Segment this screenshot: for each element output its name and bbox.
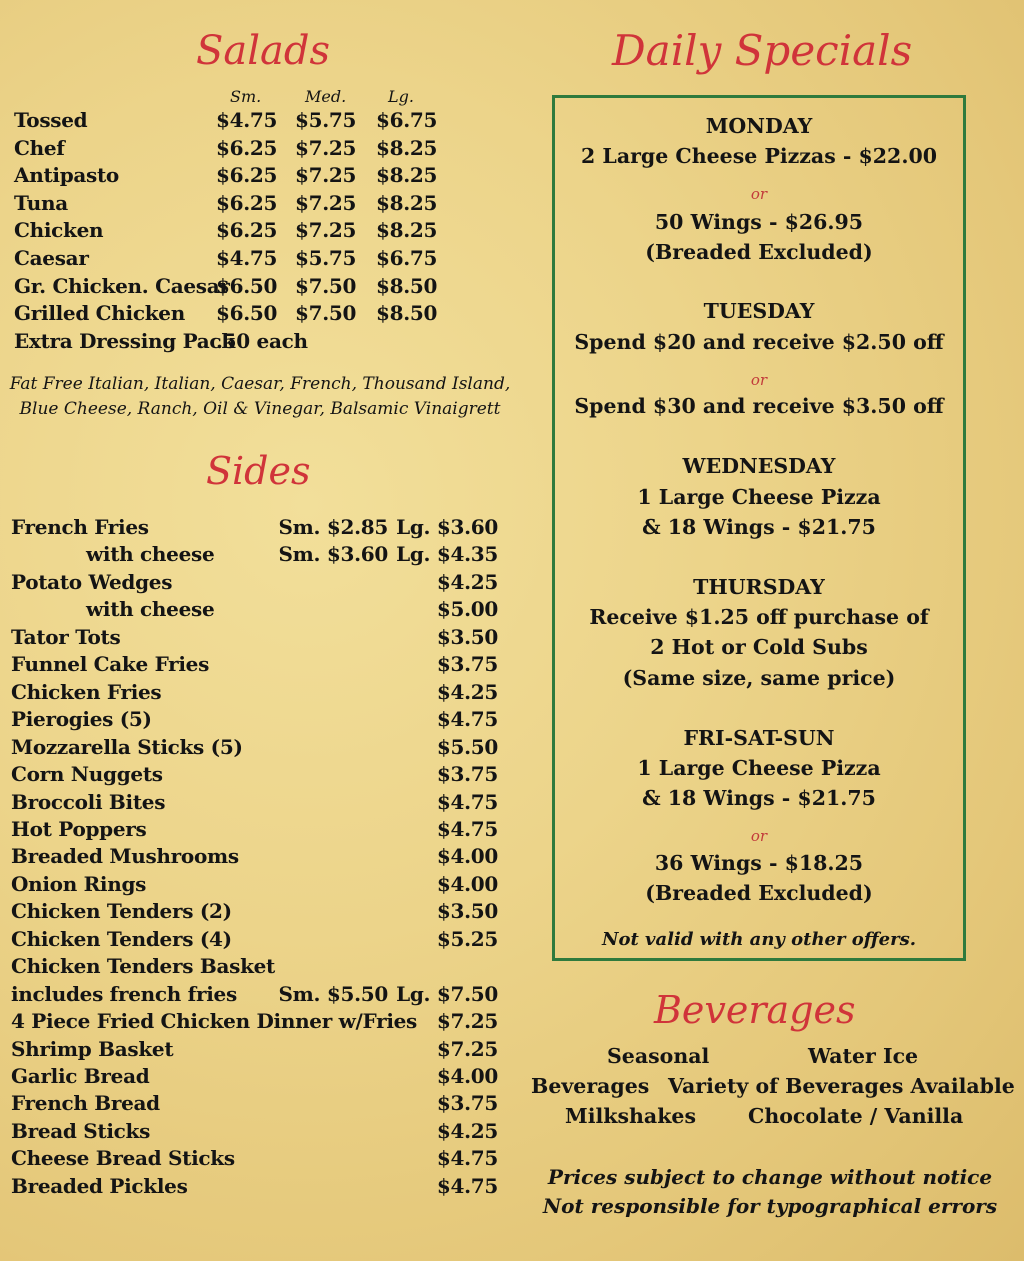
special-line: Spend $20 and receive $2.50 off	[574, 330, 944, 354]
special-line: 2 Hot or Cold Subs	[650, 635, 868, 659]
side-name: Broccoli Bites	[11, 789, 166, 814]
salads-title: Salads	[196, 28, 331, 74]
side-price: $4.25	[436, 679, 498, 704]
side-name: Funnel Cake Fries	[11, 652, 210, 677]
side-name: Bread Sticks	[11, 1118, 151, 1143]
side-small-price: Sm. $5.50	[278, 981, 388, 1006]
extra-dressing-name: Extra Dressing Pack	[14, 329, 235, 353]
side-price: $3.75	[436, 652, 498, 677]
side-price: $4.75	[436, 1173, 498, 1198]
beverages-seasonal: Seasonal	[607, 1044, 710, 1068]
side-name: Potato Wedges	[11, 569, 173, 594]
side-price: $4.00	[436, 1064, 498, 1088]
special-or: or	[750, 827, 768, 845]
sides-title: Sides	[206, 449, 311, 493]
side-name: Chicken Tenders Basket	[11, 954, 275, 979]
special-day: WEDNESDAY	[682, 454, 836, 478]
side-price: $7.25	[436, 1009, 498, 1034]
special-line: (Breaded Excluded)	[645, 240, 873, 264]
side-name: with cheese	[86, 542, 215, 567]
salad-med: $7.25	[295, 163, 357, 188]
beverages-title: Beverages	[654, 988, 856, 1032]
side-name: Cheese Bread Sticks	[11, 1146, 235, 1171]
salad-med: $7.25	[295, 190, 357, 215]
special-day: MONDAY	[705, 114, 813, 138]
side-name: Onion Rings	[11, 871, 147, 896]
salad-sm: $6.25	[216, 190, 278, 215]
special-line: 50 Wings - $26.95	[654, 210, 864, 234]
beverages-value: Variety of Beverages Available	[668, 1074, 1015, 1098]
side-price: $3.75	[436, 1091, 498, 1116]
salad-lg: $8.25	[376, 163, 438, 188]
beverages-label: Beverages	[531, 1074, 650, 1098]
salad-lg: $8.25	[376, 218, 438, 243]
size-header-med: Med.	[305, 87, 347, 106]
side-small-price: Sm. $3.60	[278, 542, 388, 567]
side-price: $4.00	[436, 871, 498, 896]
special-day: FRI-SAT-SUN	[683, 726, 835, 750]
footer-line-2: Not responsible for typographical errors	[542, 1194, 998, 1218]
salad-med: $5.75	[295, 108, 357, 132]
special-or: or	[750, 371, 768, 389]
side-price: $5.50	[436, 734, 498, 759]
side-name: Breaded Pickles	[11, 1173, 188, 1198]
side-name: Breaded Mushrooms	[11, 844, 239, 869]
side-small-price: Sm. $2.85	[278, 515, 388, 539]
special-line: Spend $30 and receive $3.50 off	[574, 394, 944, 418]
special-line: Receive $1.25 off purchase of	[589, 605, 929, 629]
special-or: or	[750, 185, 768, 203]
side-price: $4.25	[436, 1118, 498, 1143]
side-name: Hot Poppers	[11, 816, 147, 841]
side-name: Chicken Tenders (2)	[11, 899, 232, 924]
milkshakes-value: Chocolate / Vanilla	[748, 1104, 964, 1128]
side-name: Pierogies (5)	[11, 707, 152, 732]
side-name: with cheese	[86, 597, 215, 622]
side-price: Lg. $4.35	[396, 542, 498, 567]
milkshakes-label: Milkshakes	[565, 1104, 696, 1128]
side-price: $4.75	[436, 707, 498, 732]
footer-line-1: Prices subject to change without notice	[547, 1165, 993, 1189]
side-price: $5.25	[436, 926, 498, 951]
salad-lg: $8.50	[376, 273, 438, 298]
salad-name: Gr. Chicken. Caesar	[14, 273, 230, 298]
side-name: Mozzarella Sticks (5)	[11, 734, 243, 759]
side-price: $3.75	[436, 762, 498, 787]
side-name: Tator Tots	[11, 624, 121, 649]
salad-med: $7.50	[295, 301, 357, 326]
salad-name: Chef	[14, 135, 65, 160]
side-price: $4.25	[436, 569, 498, 594]
special-line: 1 Large Cheese Pizza	[637, 485, 881, 509]
side-name: Chicken Tenders (4)	[11, 926, 232, 951]
special-line: (Breaded Excluded)	[645, 881, 873, 905]
side-name: Corn Nuggets	[11, 762, 163, 787]
salad-name: Tossed	[14, 108, 88, 132]
side-price: $3.50	[436, 624, 498, 649]
salad-med: $7.25	[295, 135, 357, 160]
side-price: $4.00	[436, 844, 498, 869]
side-price: $4.75	[436, 816, 498, 841]
specials-box	[552, 95, 966, 961]
special-day: THURSDAY	[693, 575, 825, 599]
salad-lg: $6.75	[376, 246, 438, 270]
salad-med: $7.50	[295, 273, 357, 298]
salad-name: Antipasto	[14, 163, 119, 188]
salad-lg: $8.25	[376, 190, 438, 215]
side-name: includes french fries	[11, 981, 237, 1006]
side-price: Lg. $3.60	[396, 515, 498, 539]
side-price: Lg. $7.50	[396, 981, 498, 1006]
dressing-line-2: Blue Cheese, Ranch, Oil & Vinegar, Balsamic Vinaigrett	[19, 399, 501, 419]
salad-med: $5.75	[295, 246, 357, 270]
special-line: & 18 Wings - $21.75	[642, 515, 876, 539]
side-price: $3.50	[436, 899, 498, 924]
size-header-lg: Lg.	[388, 87, 414, 106]
salad-sm: $4.75	[216, 246, 278, 270]
extra-dressing-price: .50 each	[216, 329, 308, 353]
special-line: 2 Large Cheese Pizzas - $22.00	[581, 144, 937, 168]
salad-sm: $6.25	[216, 135, 278, 160]
size-header-sm: Sm.	[230, 87, 262, 106]
dressing-line-1: Fat Free Italian, Italian, Caesar, French, Thousand Island,	[9, 374, 511, 394]
salad-sm: $6.50	[216, 301, 278, 326]
salad-name: Tuna	[14, 190, 68, 215]
salad-lg: $6.75	[376, 108, 438, 132]
salad-sm: $6.50	[216, 273, 278, 298]
beverages-water-ice: Water Ice	[808, 1044, 919, 1068]
side-name: Garlic Bread	[11, 1064, 150, 1088]
special-day: TUESDAY	[703, 299, 815, 323]
side-name: French Bread	[11, 1091, 160, 1116]
side-price: $7.25	[436, 1036, 498, 1061]
salad-med: $7.25	[295, 218, 357, 243]
special-note: Not valid with any other offers.	[601, 929, 916, 950]
side-name: Shrimp Basket	[11, 1036, 174, 1061]
salad-name: Caesar	[14, 246, 89, 270]
special-line: & 18 Wings - $21.75	[642, 786, 876, 810]
salad-name: Chicken	[14, 218, 104, 243]
side-name: French Fries	[11, 515, 149, 539]
salad-sm: $4.75	[216, 108, 278, 132]
side-price: $5.00	[436, 597, 498, 622]
specials-title: Daily Specials	[612, 26, 913, 75]
salad-lg: $8.50	[376, 301, 438, 326]
salad-sm: $6.25	[216, 218, 278, 243]
special-line: 1 Large Cheese Pizza	[637, 756, 881, 780]
salad-lg: $8.25	[376, 135, 438, 160]
special-line: (Same size, same price)	[622, 666, 896, 690]
side-name: Chicken Fries	[11, 679, 162, 704]
side-price: $4.75	[436, 789, 498, 814]
salad-sm: $6.25	[216, 163, 278, 188]
side-name: 4 Piece Fried Chicken Dinner w/Fries	[11, 1009, 418, 1034]
side-price: $4.75	[436, 1146, 498, 1171]
salad-name: Grilled Chicken	[14, 301, 185, 326]
special-line: 36 Wings - $18.25	[654, 851, 864, 875]
